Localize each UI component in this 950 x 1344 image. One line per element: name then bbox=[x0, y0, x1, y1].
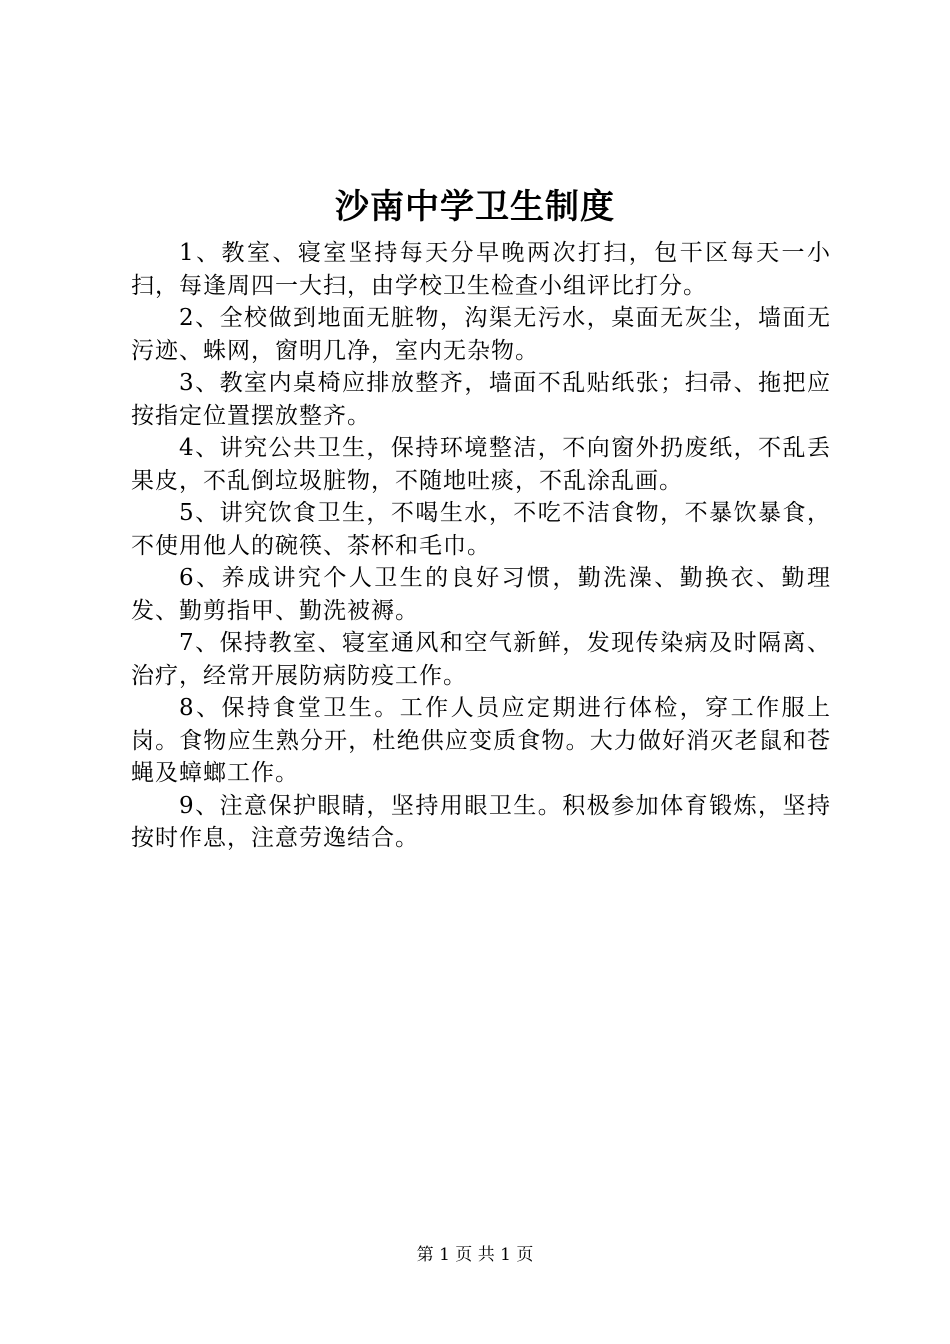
rule-paragraph-8: 8、保持食堂卫生。工作人员应定期进行体检，穿工作服上岗。食物应生熟分开，杜绝供应变质食物。大力做好消灭老鼠和苍蝇及蟑螂工作。 bbox=[131, 695, 831, 786]
rule-paragraph-6: 6、养成讲究个人卫生的良好习惯，勤洗澡、勤换衣、勤理发、勤剪指甲、勤洗被褥。 bbox=[131, 565, 831, 624]
rule-paragraph-1: 1、教室、寝室坚持每天分早晚两次打扫，包干区每天一小扫，每逢周四一大扫，由学校卫生检查小组评比打分。 bbox=[131, 240, 831, 299]
rule-paragraph-4: 4、讲究公共卫生，保持环境整洁，不向窗外扔废纸，不乱丢果皮，不乱倒垃圾脏物，不随地吐痰，不乱涂乱画。 bbox=[131, 435, 831, 494]
rule-paragraph-2: 2、全校做到地面无脏物，沟渠无污水，桌面无灰尘，墙面无污迹、蛛网，窗明几净，室内无杂物。 bbox=[131, 305, 831, 364]
rule-paragraph-9: 9、注意保护眼睛，坚持用眼卫生。积极参加体育锻炼，坚持按时作息，注意劳逸结合。 bbox=[131, 792, 831, 851]
rule-paragraph-7: 7、保持教室、寝室通风和空气新鲜，发现传染病及时隔离、治疗，经常开展防病防疫工作。 bbox=[131, 630, 831, 689]
document-body bbox=[131, 237, 831, 855]
document-title: 沙南中学卫生制度 bbox=[335, 187, 615, 227]
rule-paragraph-3: 3、教室内桌椅应排放整齐，墙面不乱贴纸张；扫帚、拖把应按指定位置摆放整齐。 bbox=[131, 370, 831, 429]
rule-paragraph-5: 5、讲究饮食卫生，不喝生水，不吃不洁食物，不暴饮暴食，不使用他人的碗筷、茶杯和毛巾。 bbox=[131, 500, 831, 559]
page-number-footer: 第 1 页 共 1 页 bbox=[416, 1245, 534, 1265]
